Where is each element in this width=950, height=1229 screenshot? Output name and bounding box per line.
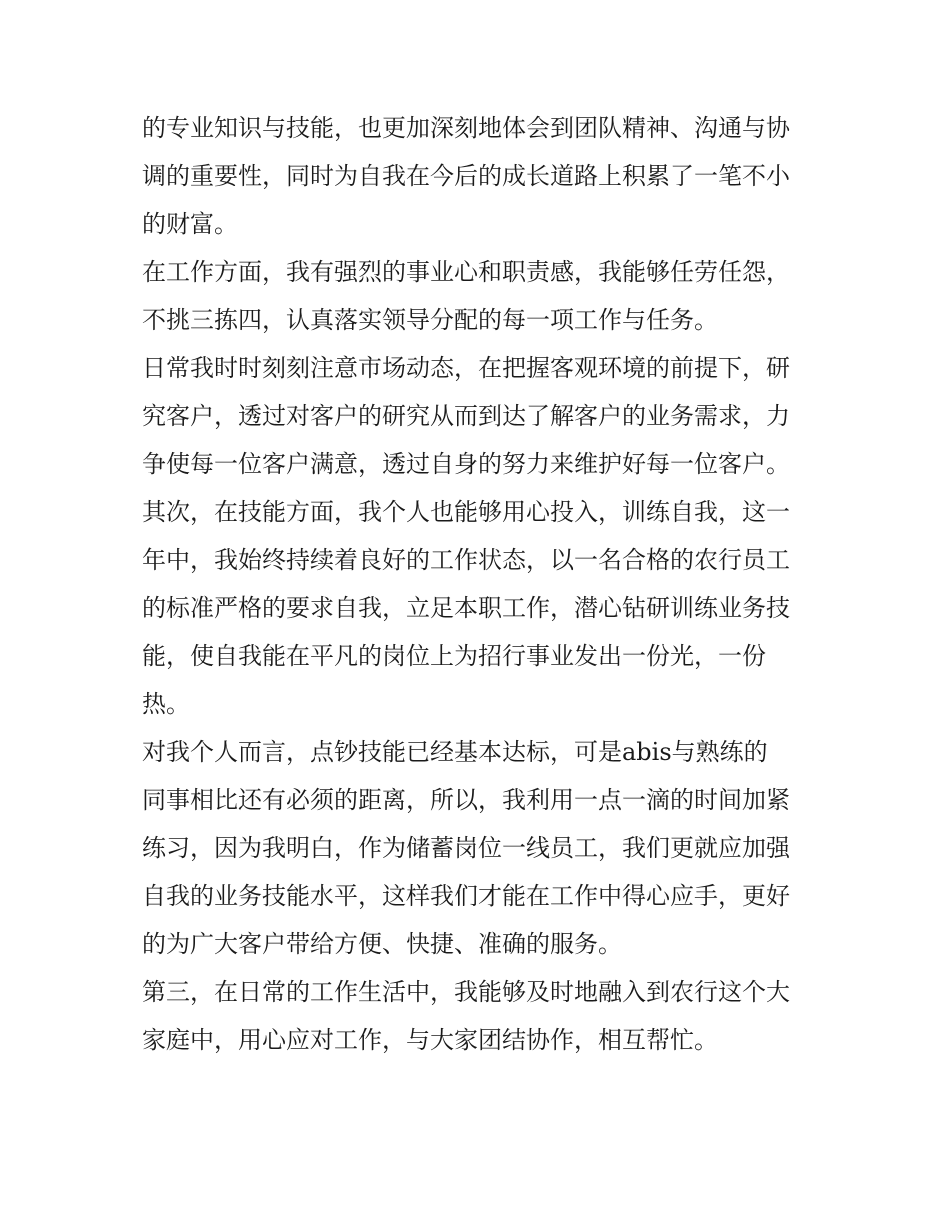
document-body [142, 104, 818, 1064]
text-line: 能，使自我能在平凡的岗位上为招行事业发出一份光，一份 [142, 642, 766, 670]
text-line: 在工作方面，我有强烈的事业心和职责感，我能够任劳任怨， [142, 258, 790, 286]
text-line: 的标准严格的要求自我，立足本职工作，潜心钻研训练业务技 [142, 594, 790, 622]
text-line: 争使每一位客户满意，透过自身的努力来维护好每一位客户。 [142, 450, 790, 478]
text-line: 调的重要性，同时为自我在今后的成长道路上积累了一笔不小 [142, 162, 790, 190]
text-line: 不挑三拣四，认真落实领导分配的每一项工作与任务。 [142, 306, 718, 334]
text-line: 究客户，透过对客户的研究从而到达了解客户的业务需求，力 [142, 402, 790, 430]
text-line: 的专业知识与技能，也更加深刻地体会到团队精神、沟通与协 [142, 114, 790, 142]
text-line: 家庭中，用心应对工作，与大家团结协作，相互帮忙。 [142, 1026, 718, 1054]
text-line: 第三，在日常的工作生活中，我能够及时地融入到农行这个大 [142, 978, 790, 1006]
text-line: 其次，在技能方面，我个人也能够用心投入，训练自我，这一 [142, 498, 790, 526]
text-line: 同事相比还有必须的距离，所以，我利用一点一滴的时间加紧 [142, 786, 790, 814]
text-line: 年中，我始终持续着良好的工作状态，以一名合格的农行员工 [142, 546, 790, 574]
text-line: 热。 [142, 690, 190, 718]
text-line: 练习，因为我明白，作为储蓄岗位一线员工，我们更就应加强 [142, 834, 790, 862]
text-line: 的为广大客户带给方便、快捷、准确的服务。 [142, 930, 622, 958]
text-line: 对我个人而言，点钞技能已经基本达标，可是abis与熟练的 [142, 738, 768, 766]
text-line: 日常我时时刻刻注意市场动态，在把握客观环境的前提下，研 [142, 354, 790, 382]
text-line: 的财富。 [142, 210, 238, 238]
text-line: 自我的业务技能水平，这样我们才能在工作中得心应手，更好 [142, 882, 790, 910]
